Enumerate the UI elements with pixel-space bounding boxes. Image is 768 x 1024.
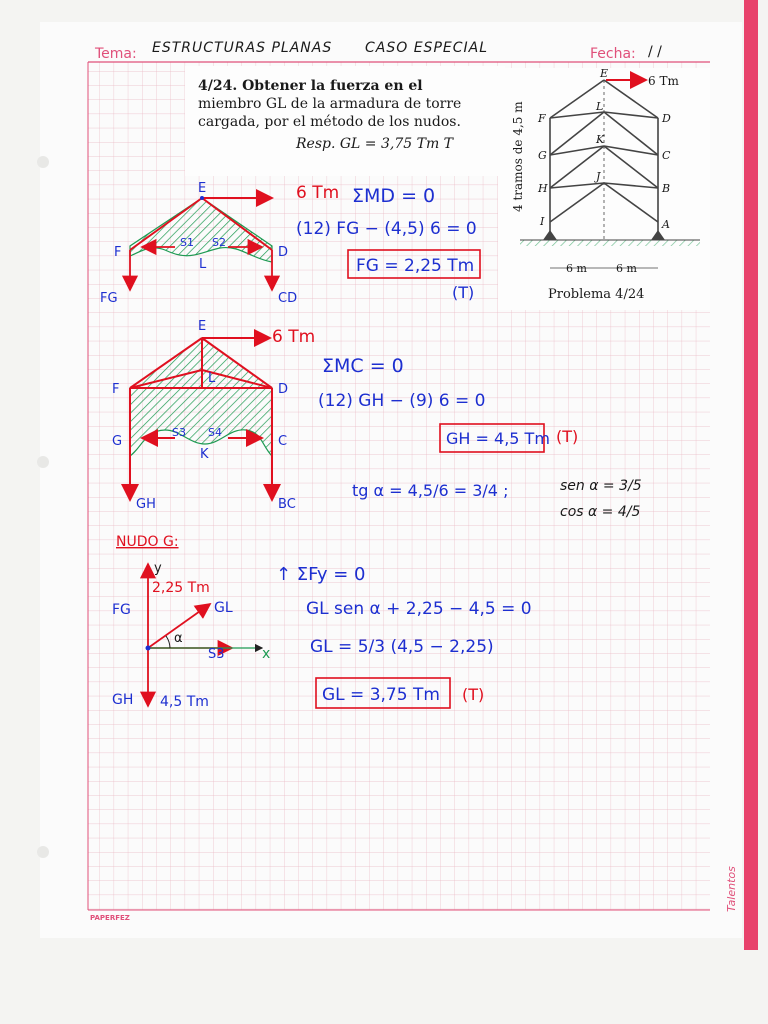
tema-label: Tema: bbox=[95, 46, 137, 62]
node-gl: GL bbox=[214, 600, 233, 616]
svg-text:D: D bbox=[278, 382, 289, 397]
section3-title: NUDO G: bbox=[116, 534, 179, 550]
node-y-label: y bbox=[154, 561, 162, 576]
svg-text:F: F bbox=[538, 112, 546, 125]
svg-text:FG: FG bbox=[100, 291, 118, 306]
svg-text:CD: CD bbox=[278, 291, 298, 306]
fecha-label: Fecha: bbox=[590, 46, 636, 62]
svg-text:S4: S4 bbox=[208, 426, 222, 439]
svg-text:S3: S3 bbox=[172, 426, 186, 439]
section2-load: 6 Tm bbox=[272, 327, 316, 347]
node-force-down: 4,5 Tm bbox=[160, 694, 209, 710]
node-alpha: α bbox=[174, 631, 183, 646]
svg-text:I: I bbox=[540, 215, 545, 228]
svg-text:L: L bbox=[208, 371, 216, 386]
node-s3: S3 bbox=[208, 647, 225, 662]
figure-span-left: 6 m bbox=[566, 262, 587, 275]
svg-text:A: A bbox=[662, 218, 670, 231]
problem-line3: cargada, por el método de los nudos. bbox=[198, 114, 461, 130]
svg-text:E: E bbox=[600, 67, 609, 80]
svg-text:E: E bbox=[198, 319, 207, 334]
section3-result-tag: (T) bbox=[462, 685, 485, 704]
footer-brand: PAPERFEZ bbox=[90, 914, 130, 922]
section1-result: FG = 2,25 Tm bbox=[356, 256, 475, 276]
figure-height-label: 4 tramos de 4,5 m bbox=[511, 101, 525, 212]
svg-text:C: C bbox=[278, 434, 288, 449]
svg-text:BC: BC bbox=[278, 497, 296, 512]
svg-text:H: H bbox=[538, 182, 548, 195]
node-x-label: x bbox=[262, 646, 271, 662]
section2-cos: cos α = 4/5 bbox=[560, 504, 641, 520]
svg-text:C: C bbox=[662, 149, 671, 162]
tower-truss-figure bbox=[498, 67, 710, 310]
section1-eq2: (12) FG − (4,5) 6 = 0 bbox=[296, 219, 477, 239]
section3-eq2: GL sen α + 2,25 − 4,5 = 0 bbox=[306, 599, 532, 619]
svg-text:J: J bbox=[596, 170, 601, 183]
svg-text:K: K bbox=[596, 133, 605, 146]
side-brand: Talentos bbox=[725, 866, 738, 912]
svg-text:S1: S1 bbox=[180, 236, 194, 249]
svg-text:F: F bbox=[112, 382, 120, 397]
side-strip bbox=[744, 0, 758, 950]
figure-span-right: 6 m bbox=[616, 262, 637, 275]
svg-text:L: L bbox=[596, 100, 604, 113]
figure-load: 6 Tm bbox=[648, 74, 679, 88]
binder-hole bbox=[37, 846, 49, 858]
section2-result-tag: (T) bbox=[556, 427, 579, 446]
problem-answer: Resp. GL = 3,75 Tm T bbox=[296, 136, 454, 152]
section2-result: GH = 4,5 Tm bbox=[446, 429, 550, 448]
section1-eq1: ΣMD = 0 bbox=[352, 185, 436, 207]
svg-text:D: D bbox=[278, 245, 289, 260]
problem-line2: miembro GL de la armadura de torre bbox=[198, 96, 462, 112]
section3-eq3: GL = 5/3 (4,5 − 2,25) bbox=[310, 637, 494, 657]
binder-hole bbox=[37, 156, 49, 168]
section3-result: GL = 3,75 Tm bbox=[322, 685, 440, 705]
svg-text:K: K bbox=[200, 447, 209, 462]
section3-eq1: ↑ ΣFy = 0 bbox=[276, 564, 366, 585]
svg-text:G: G bbox=[112, 434, 123, 449]
svg-text:F: F bbox=[114, 245, 122, 260]
node-gh: GH bbox=[112, 692, 134, 708]
node-fg: FG bbox=[112, 602, 131, 618]
problem-line1: 4/24. Obtener la fuerza en el bbox=[198, 78, 423, 94]
svg-text:S2: S2 bbox=[212, 236, 226, 249]
tema-value: ESTRUCTURAS PLANAS bbox=[152, 40, 333, 56]
section2-sen: sen α = 3/5 bbox=[560, 478, 642, 494]
section2-eq2: (12) GH − (9) 6 = 0 bbox=[318, 391, 486, 411]
section1-load: 6 Tm bbox=[296, 183, 340, 203]
section2-eq1: ΣMC = 0 bbox=[322, 355, 404, 377]
fecha-value: / / bbox=[648, 44, 662, 60]
svg-text:E: E bbox=[198, 181, 207, 196]
svg-text:G: G bbox=[538, 149, 547, 162]
svg-text:GH: GH bbox=[136, 497, 156, 512]
section2-tg: tg α = 4,5/6 = 3/4 ; bbox=[352, 481, 509, 500]
svg-text:D: D bbox=[662, 112, 671, 125]
node-force-up: 2,25 Tm bbox=[152, 580, 210, 596]
subtitle: CASO ESPECIAL bbox=[365, 40, 489, 56]
svg-text:B: B bbox=[662, 182, 671, 195]
figure-caption: Problema 4/24 bbox=[548, 287, 645, 302]
svg-text:L: L bbox=[199, 257, 207, 272]
binder-hole bbox=[37, 456, 49, 468]
section1-result-tag: (T) bbox=[452, 283, 475, 302]
